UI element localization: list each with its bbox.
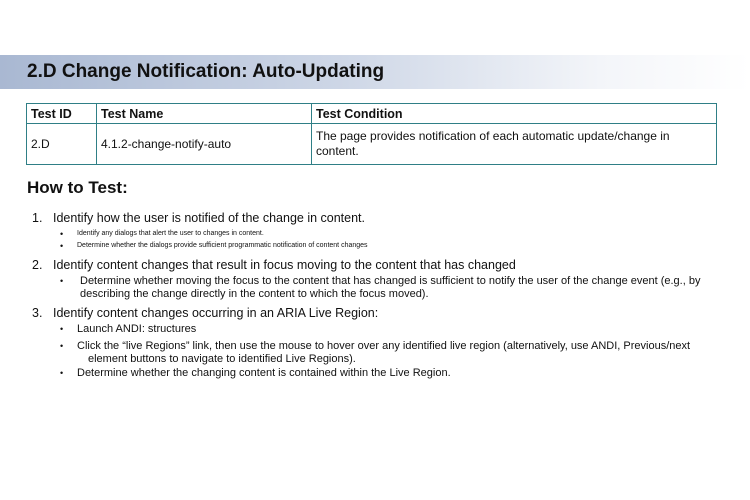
step-3-sub-3: Determine whether the changing content is contained within the Live Region. — [77, 367, 451, 379]
how-to-test-heading: How to Test: — [27, 178, 128, 197]
step-number: 3. — [32, 306, 43, 320]
page-title: 2.D Change Notification: Auto-Updating — [27, 61, 385, 82]
bullet-icon: • — [60, 368, 64, 378]
step-text: Identify how the user is notified of the change in content. — [53, 211, 366, 225]
step-number: 1. — [32, 211, 43, 225]
test-table — [26, 103, 717, 165]
step-3-sub-1: Launch ANDI: structures — [77, 323, 197, 335]
cell-test-name: 4.1.2-change-notify-auto — [97, 124, 312, 165]
header-test-id: Test ID — [27, 104, 97, 124]
header-test-name: Test Name — [97, 104, 312, 124]
step-1-sub-2: Determine whether the dialogs provide sufficient programmatic notification of content changes — [77, 242, 368, 249]
cell-test-id: 2.D — [27, 124, 97, 165]
step-text: Identify content changes occurring in an ARIA Live Region: — [53, 306, 379, 320]
step-2-sub-1: Determine whether moving the focus to the content that has changed is sufficient to notify the user of the change event (e.g., by describing the change directly in the content to which the focus moved). — [80, 275, 701, 300]
cell-test-condition: The page provides notification of each automatic update/change in content. — [312, 124, 717, 165]
step-1-sub-1: Identify any dialogs that alert the user to changes in content. — [77, 230, 264, 237]
bullet-icon: • — [60, 241, 64, 251]
table-row — [27, 124, 717, 165]
bullet-icon: • — [60, 276, 64, 286]
bullet-icon: • — [60, 229, 64, 239]
step-3-sub-2-text: Click the “live Regions” link, then use the mouse to hover over any identified live region (alternatively, use ANDI, Previous/next element buttons to navigate to identified Live Regions). — [77, 340, 691, 365]
step-3-sub-2 — [77, 340, 707, 365]
header-test-condition: Test Condition — [312, 104, 717, 124]
step-number: 2. — [32, 258, 43, 272]
table-header-row — [27, 104, 717, 124]
bullet-icon: • — [60, 341, 64, 351]
step-text: Identify content changes that result in focus moving to the content that has changed — [53, 258, 516, 272]
bullet-icon: • — [60, 324, 64, 334]
